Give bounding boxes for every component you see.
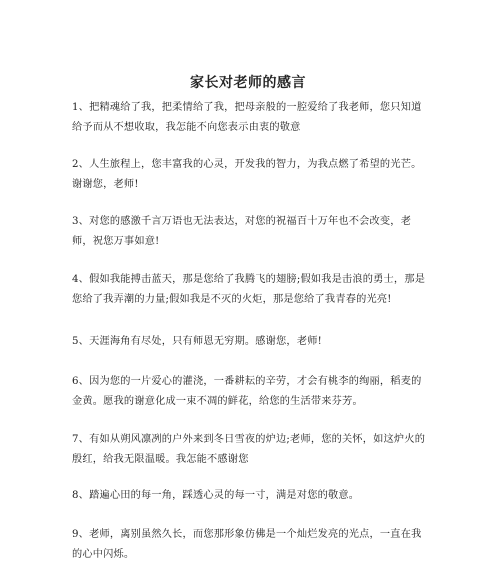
paragraph-9: 9、老师，离别虽然久长，而您那形象仿佛是一个灿烂发亮的光点，一直在我的心中闪烁。 bbox=[72, 529, 422, 560]
paragraph-7: 7、有如从朔风凛冽的户外来到冬日雪夜的炉边;老师，您的关怀，如这炉火的殷红，给我无限温暖。我怎能不感谢您 bbox=[72, 434, 426, 465]
paragraph-6: 6、因为您的一片爱心的灌浇，一番耕耘的辛劳，才会有桃李的绚丽，稻麦的金黄。愿我的谢意化成一束不凋的鲜花，给您的生活带来芬芳。 bbox=[72, 376, 422, 407]
paragraph-3: 3、对您的感激千言万语也无法表达，对您的祝福百十万年也不会改变，老师，祝您万事如意! bbox=[72, 216, 412, 247]
document-title: 家长对老师的感言 bbox=[190, 75, 306, 91]
paragraph-2: 2、人生旅程上，您丰富我的心灵，开发我的智力，为我点燃了希望的光芒。谢谢您，老师! bbox=[72, 159, 422, 190]
paragraph-1: 1、把精魂给了我，把柔情给了我，把母亲般的一腔爱给了我老师，您只知道给予而从不想收取，我怎能不向您表示由衷的敬意 bbox=[72, 102, 422, 133]
paragraph-8: 8、踏遍心田的每一角，踩透心灵的每一寸，满是对您的敬意。 bbox=[72, 490, 360, 501]
paragraph-5: 5、天涯海角有尽处，只有师恩无穷期。感谢您，老师! bbox=[72, 336, 322, 347]
paragraph-4: 4、假如我能搏击蓝天，那是您给了我腾飞的翅膀;假如我是击浪的勇士，那是您给了我弄潮的力量;假如我是不灭的火炬，那是您给了我青春的光亮! bbox=[72, 274, 426, 305]
